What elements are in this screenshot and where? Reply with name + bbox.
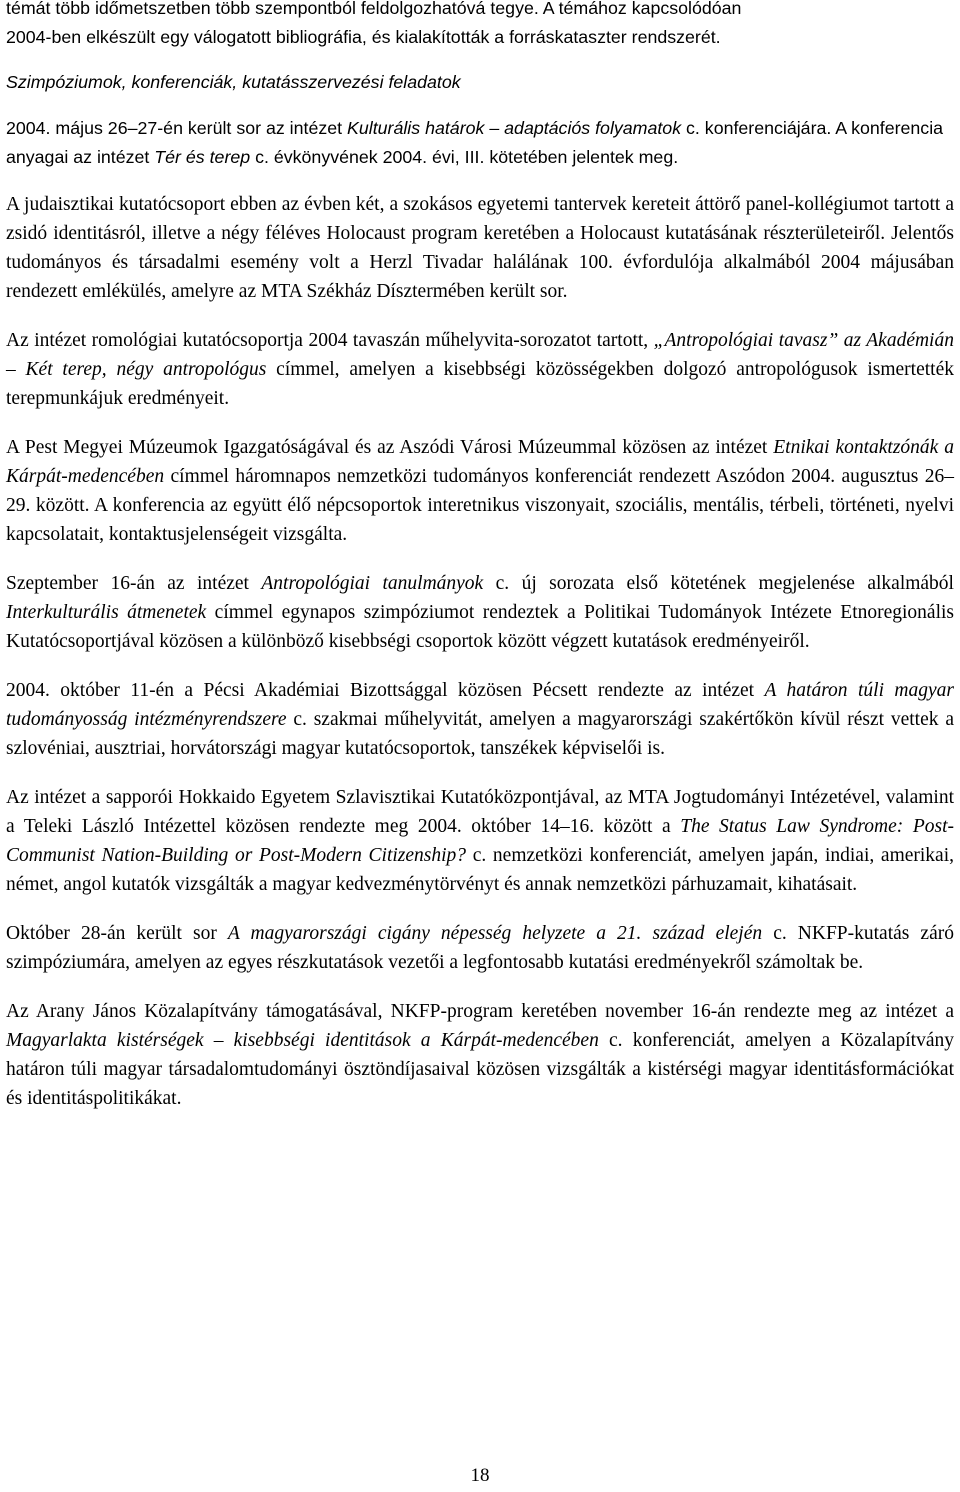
october11-paragraph xyxy=(6,676,954,763)
september-paragraph xyxy=(6,569,954,656)
october11-title: A határon túli magyar tudományosság intézményrendszere xyxy=(6,680,954,730)
september-text-mid: c. új sorozata első kötetének megjelenése alkalmából xyxy=(483,573,954,594)
arany-paragraph xyxy=(6,997,954,1113)
pest-title: Etnikai kontaktzónák a Kárpát-medencében xyxy=(6,437,954,487)
sapporo-text-post: c. nemzetközi konferenciát, amelyen japán, indiai, amerikai, német, angol kutatók vizsgálták a magyar kedvezménytörvényt és annak nemzetközi párhuzamait, kihatásait. xyxy=(6,845,955,895)
pest-text-pre: A Pest Megyei Múzeumok Igazgatóságával és az Aszódi Városi Múzeummal közösen az intézet xyxy=(6,437,774,458)
document-page xyxy=(6,0,954,1113)
october28-text-pre: Október 28-án került sor xyxy=(6,923,228,944)
romology-title: „Antropológiai tavasz” az Akadémián – Két terep, négy antropológus xyxy=(6,330,954,380)
conference-text-post: c. évkönyvének 2004. évi, III. kötetében jelentek meg. xyxy=(250,147,679,167)
romology-paragraph xyxy=(6,326,954,413)
romology-text-pre: Az intézet romológiai kutatócsoportja 2004 tavaszán műhelyvita-sorozatot tartott, xyxy=(6,330,654,351)
romology-text-post: címmel, amelyen a kisebbségi közösségekben dolgozó antropológusok ismertették terepmunkájuk eredményeit. xyxy=(6,359,954,409)
sapporo-text-pre: Az intézet a sapporói Hokkaido Egyetem Szlavisztikai Kutatóközpontjával, az MTA Jogtudományi Intézetével, valamint a Teleki László Intézettel közösen rendezte meg 2004. október 14–16. között a xyxy=(6,787,954,837)
yearbook-title: Tér és terep xyxy=(154,147,251,167)
intro-paragraph xyxy=(6,0,954,52)
sapporo-paragraph xyxy=(6,783,954,899)
arany-text-pre: Az Arany János Közalapítvány támogatásával, NKFP-program keretében november 16-án rendezte meg az intézet a xyxy=(6,1001,954,1022)
october11-text-post: c. szakmai műhelyvitát, amelyen a magyarországi szakértőkön kívül részt vettek a szlovéniai, ausztriai, horvátországi magyar kutatócsoportok, tanszékek képviselői is. xyxy=(6,709,954,759)
section-heading: Szimpóziumok, konferenciák, kutatásszervezési feladatok xyxy=(6,72,461,92)
series-title: Antropológiai tanulmányok xyxy=(261,573,484,594)
september-text-post: címmel egynapos szimpóziumot rendeztek a Politikai Tudományok Intézete Etnoregionális Kutatócsoportjával közösen a különböző kisebbségi csoportok között végzett kutatások eredményeiről. xyxy=(6,602,955,652)
october28-title: A magyarországi cigány népesség helyzete a 21. század elején xyxy=(227,923,763,944)
page-number: 18 xyxy=(470,1465,490,1486)
october28-text-post: c. NKFP-kutatás záró szimpóziumára, amelyen az egyes részkutatások vezetői a legfontosabb kutatási eredményekről számoltak be. xyxy=(6,923,954,973)
conference-text-pre: 2004. május 26–27-én került sor az intézet xyxy=(6,118,348,138)
arany-text-post: c. konferenciát, amelyen a Közalapítvány határon túli magyar társadalomtudományi ösztöndíjasaival közösen vizsgálták a kistérségi magyar identitásformációkat és identitáspolitikákat. xyxy=(6,1030,954,1109)
arany-title: Magyarlakta kistérségek – kisebbségi identitások a Kárpát-medencében xyxy=(6,1030,599,1051)
september-text-pre: Szeptember 16-án az intézet xyxy=(6,573,262,594)
intro-line-1: témát több időmetszetben több szempontból feldolgozhatóvá tegye. A témához kapcsolódóan xyxy=(6,0,742,18)
symposium-title: Interkulturális átmenetek xyxy=(6,602,207,623)
conference-text-mid: c. konferenciájára. A konferencia anyagai az intézet xyxy=(6,118,944,167)
intro-line-2: 2004-ben elkészült egy válogatott bibliográfia, és kialakították a forráskataszter rendszerét. xyxy=(6,27,721,47)
sapporo-title: The Status Law Syndrome: Post-Communist Nation-Building or Post-Modern Citizenship? xyxy=(6,816,954,866)
pest-text-post: címmel háromnapos nemzetközi tudományos konferenciát rendezett Aszódon 2004. augusztus 26–29. között. A konferencia az együtt élő népcsoportok interetnikus viszonyait, szociális, mentális, térbeli, történeti, nyelvi kapcsolatait, kontaktusjelenségeit vizsgálta. xyxy=(6,466,954,545)
judaic-paragraph: A judaisztikai kutatócsoport ebben az évben két, a szokásos egyetemi tantervek kereteit áttörő panel-kollégiumot tartott a zsidó identitásról, illetve a négy féléves Holocaust program keretében a Holocaust kutatásának részterületeiről. Jelentős tudományos és társadalmi esemény volt a Herzl Tivadar halálának 100. évfordulója alkalmából 2004 májusában rendezett emlékülés, amelyre az MTA Székház Dísztermében került sor. xyxy=(6,194,954,302)
october28-paragraph xyxy=(6,919,954,977)
october11-text-pre: 2004. október 11-én a Pécsi Akadémiai Bizottsággal közösen Pécsett rendezte az intézet xyxy=(6,680,765,701)
conference-paragraph xyxy=(6,114,954,172)
conference-title: Kulturális határok – adaptációs folyamatok xyxy=(347,118,682,138)
pest-paragraph xyxy=(6,433,954,549)
